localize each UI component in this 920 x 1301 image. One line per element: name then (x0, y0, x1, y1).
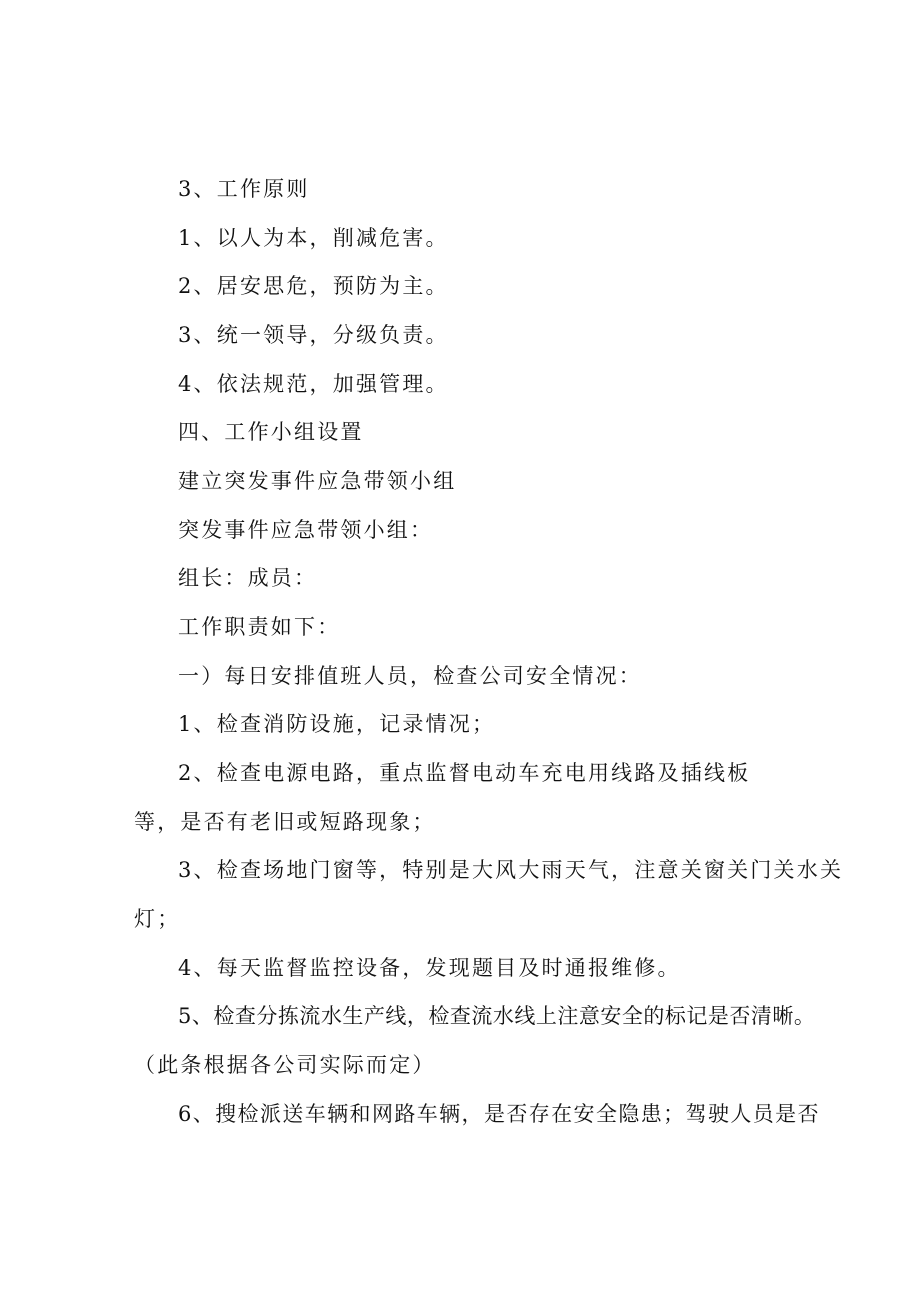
duty-item-2: 2、检查电源电路，重点监督电动车充电用线路及插线板 (178, 761, 751, 785)
duty-item-3-continued: 灯； (134, 907, 181, 931)
principle-item-4: 4、依法规范，加强管理。 (178, 372, 449, 396)
paragraph-line: 工作职责如下： (178, 615, 341, 639)
duty-item-3: 3、检查场地门窗等，特别是大风大雨天气，注意关窗关门关水关 (178, 858, 844, 882)
duty-heading: 一）每日安排值班人员，检查公司安全情况： (178, 664, 642, 688)
section-heading-principles: 3、工作原则 (178, 177, 310, 201)
principle-item-1: 1、以人为本，削减危害。 (178, 226, 449, 250)
duty-item-5: 5、检查分拣流水生产线，检查流水线上注意安全的标记是否清晰。 (178, 1004, 816, 1028)
paragraph-line: 建立突发事件应急带领小组 (178, 469, 457, 493)
duty-item-4: 4、每天监督监控设备，发现题目及时通报维修。 (178, 956, 681, 980)
duty-item-2-continued: 等，是否有老旧或短路现象； (134, 810, 436, 834)
duty-item-1: 1、检查消防设施，记录情况； (178, 712, 496, 736)
paragraph-line: 突发事件应急带领小组： (178, 518, 434, 542)
principle-item-3: 3、统一领导，分级负责。 (178, 323, 449, 347)
duty-item-6: 6、搜检派送车辆和网路车辆，是否存在安全隐患；驾驶人员是否 (178, 1102, 820, 1126)
principle-item-2: 2、居安思危，预防为主。 (178, 274, 449, 298)
paragraph-line: 组长：成员： (178, 566, 318, 590)
duty-item-5-note: （此条根据各公司实际而定） (134, 1053, 436, 1077)
section-heading-team: 四、工作小组设置 (178, 420, 364, 444)
